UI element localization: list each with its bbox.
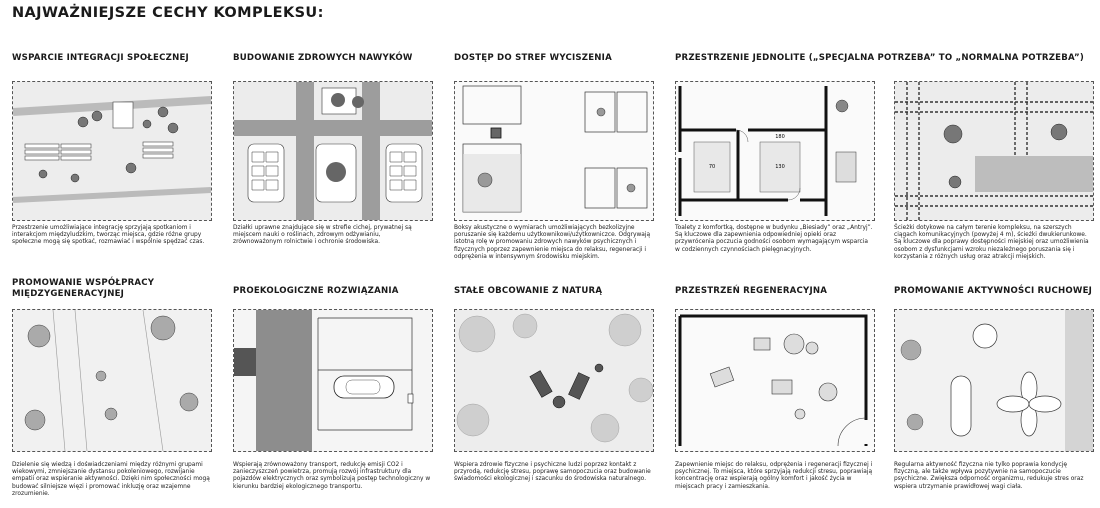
nature-area-drawing	[455, 310, 653, 451]
card-title: PROMOWANIE AKTYWNOŚCI RUCHOWEJ	[894, 286, 1093, 296]
card-description: Boksy akustyczne o wymiarach umożliwiających bezkolizyjne poruszanie się każdemu użytkownikowi/użytkowniczce. Odgrywają istotną rolę w promowaniu zdrowych nawyków psychicznych i fizycznych poprzez zapewnienie miejsca do relaksu, regeneracji i odprężenia w intensywnym środowisku miejskim.	[454, 225, 651, 260]
intergenerational-park-drawing	[13, 310, 211, 451]
plaza-plan-drawing	[13, 82, 211, 220]
card-title: DOSTĘP DO STREF WYCISZENIA	[454, 53, 612, 63]
card-title: PROMOWANIE WSPÓŁPRACY MIĘDZYGENERACYJNEJ	[12, 278, 155, 299]
card-title: BUDOWANIE ZDROWYCH NAWYKÓW	[233, 53, 413, 63]
plan-drawing	[454, 81, 654, 221]
regeneration-room-drawing	[676, 310, 874, 451]
card-title: STAŁE OBCOWANIE Z NATURĄ	[454, 286, 603, 296]
plan-drawing	[894, 309, 1094, 452]
plan-drawing	[12, 309, 212, 452]
card-description: Wspierają zrównoważony transport, redukcję emisji CO2 i zanieczyszczeń powietrza, promują rozwój infrastruktury dla pojazdów elektrycznych oraz symbolizują postęp technologiczny w kierunku bardziej ekologicznego transportu.	[233, 462, 431, 490]
feature-card-social-integration	[12, 53, 212, 263]
feature-card-intergenerational	[12, 278, 212, 506]
garden-plots-drawing	[234, 82, 432, 220]
card-title: PROEKOLOGICZNE ROZWIĄZANIA	[233, 286, 399, 296]
plan-drawing	[454, 309, 654, 452]
dimension-label: 130	[775, 164, 785, 170]
plan-drawing	[12, 81, 212, 221]
plan-drawing	[233, 309, 433, 452]
acoustic-box-drawing	[455, 82, 653, 220]
plan-drawing	[894, 81, 1094, 221]
plan-drawing	[675, 309, 875, 452]
card-description: Przestrzenie umożliwiające integrację sprzyjają spotkaniom i interakcjom międzyludzkim, tworząc miejsca, gdzie różne grupy społeczne mogą się spotkać, rozmawiać i wspólnie spędzać czas.	[12, 225, 205, 246]
dimension-label: 180	[775, 134, 785, 140]
card-description: Dzielenie się wiedzą i doświadczeniami między różnymi grupami wiekowymi, zmniejszanie dystansu pokoleniowego, rozwijanie empatii oraz wspieranie aktywności. Dzięki nim społeczności mogą budować silniejsze więzi i promować inkluzję oraz wzajemne zrozumienie.	[12, 462, 210, 497]
feature-card-nature-contact	[454, 278, 654, 506]
accessible-toilet-drawing	[676, 82, 874, 220]
page-title: NAJWAŻNIEJSZE CECHY KOMPLEKSU:	[12, 5, 324, 21]
feature-card-physical-activity	[894, 278, 1094, 506]
card-description: Toalety z komfortką, dostępne w budynku „Biesiady” oraz „Antryj”. Są kluczowe dla zapewnienia odpowiedniej opieki oraz przywrócenia poczucia godności osobom wymagającym wsparcia w codziennych czynnościach pielęgnacyjnych.	[675, 225, 873, 253]
card-title: PRZESTRZEŃ REGENERACYJNA	[675, 286, 828, 296]
card-description: Ścieżki dotykowe na całym terenie kompleksu, na szerszych ciągach komunikacyjnych (powyżej 4 m), ścieżki dwukierunkowe. Są kluczowe dla poprawy dostępności miejskiej oraz umożliwienia osobom z dysfunkcjami wzroku niezależnego poruszania się i korzystania z różnych usług oraz atrakcji miejskich.	[894, 225, 1089, 260]
tactile-path-drawing	[895, 82, 1093, 220]
card-description: Wspiera zdrowie fizyczne i psychiczne ludzi poprzez kontakt z przyrodą, redukcję stresu, poprawę samopoczucia oraz budowanie świadomości ekologicznej i szacunku do środowiska naturalnego.	[454, 462, 651, 483]
plan-drawing	[233, 81, 433, 221]
card-description: Zapewnienie miejsc do relaksu, odprężenia i regeneracji fizycznej i psychicznej. To miejsca, które sprzyjają redukcji stresu, poprawiają koncentrację oraz wspierają ogólny komfort i jakość życia w miejscach pracy i zamieszkania.	[675, 462, 873, 490]
feature-card-healthy-habits	[233, 53, 433, 263]
ev-parking-drawing	[234, 310, 432, 451]
card-description: Regularna aktywność fizyczna nie tylko poprawia kondycję fizyczną, ale także wpływa pozytywnie na samopoczucie psychiczne. Zwiększa odporność organizmu, redukuje stres oraz wspiera utrzymanie prawidłowej wagi ciała.	[894, 462, 1084, 490]
feature-card-quiet-zones	[454, 53, 654, 263]
card-title: PRZESTRZENIE JEDNOLITE („SPECJALNA POTRZEBA” TO „NORMALNA POTRZEBA”)	[675, 53, 1084, 63]
exercise-area-drawing	[895, 310, 1093, 451]
card-title: WSPARCIE INTEGRACJI SPOŁECZNEJ	[12, 53, 189, 63]
dimension-label: 70	[708, 164, 716, 170]
card-description: Działki uprawne znajdujące się w strefie cichej, prywatnej są miejscem nauki o roślinach, zdrowym odżywianiu, zrównoważonym rolnictwie i ochronie środowiska.	[233, 225, 412, 246]
plan-drawing	[675, 81, 875, 221]
feature-card-ecological	[233, 278, 433, 506]
feature-card-tactile-paths	[894, 53, 1094, 263]
feature-card-regeneration-space	[675, 278, 875, 506]
